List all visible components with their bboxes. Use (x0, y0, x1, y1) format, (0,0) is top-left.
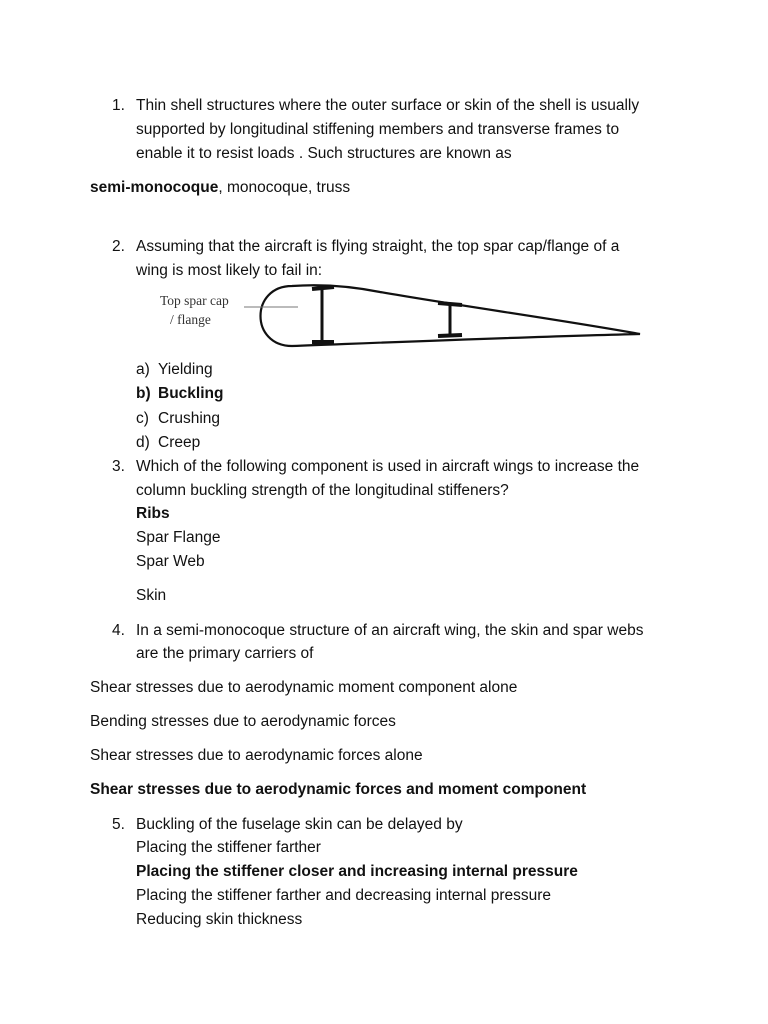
question-5-option-1: Placing the stiffener farther (136, 839, 321, 856)
question-2-option-c (136, 409, 220, 429)
question-2-option-d (136, 433, 200, 453)
question-5-option-3: Placing the stiffener farther and decreasing internal pressure (136, 887, 552, 904)
question-1-number: 1. (112, 97, 125, 114)
question-4-text-line: are the primary carriers of (136, 645, 314, 662)
question-4-option-2: Bending stresses due to aerodynamic forces (90, 713, 396, 730)
question-5-option-4: Reducing skin thickness (136, 911, 303, 928)
question-5-option-2: Placing the stiffener closer and increasing internal pressure (136, 863, 578, 880)
option-text: Yielding (158, 361, 213, 378)
question-1-text-line: Thin shell structures where the outer surface or skin of the shell is usually (136, 97, 640, 114)
option-marker: b) (136, 385, 151, 402)
diagram-label-line1: Top spar cap (160, 293, 229, 308)
question-1-correct-answer: semi-monocoque (90, 179, 219, 196)
question-1-text-line: enable it to resist loads . Such structures are known as (136, 145, 512, 162)
question-2-text-line: Assuming that the aircraft is flying straight, the top spar cap/flange of a (136, 238, 620, 255)
rear-spar (438, 303, 462, 336)
question-1-text-line: supported by longitudinal stiffening members and transverse frames to (136, 121, 620, 138)
question-4-number: 4. (112, 622, 125, 639)
question-2-option-a (136, 360, 213, 380)
front-spar (312, 287, 334, 342)
question-1-other-answers: , monocoque, truss (218, 179, 351, 196)
option-text: Creep (158, 434, 201, 451)
option-marker: a) (136, 361, 150, 378)
question-4-option-1: Shear stresses due to aerodynamic moment component alone (90, 679, 518, 696)
question-1-answer-line (90, 178, 350, 198)
question-3-option-ribs: Ribs (136, 505, 170, 522)
option-text: Buckling (158, 385, 224, 402)
question-3-number: 3. (112, 458, 125, 475)
option-text: Crushing (158, 410, 221, 427)
question-3-option-skin: Skin (136, 587, 167, 604)
option-marker: d) (136, 434, 150, 451)
question-3-option-spar-web: Spar Web (136, 553, 205, 570)
question-4-option-3: Shear stresses due to aerodynamic forces alone (90, 747, 423, 764)
diagram-label-line2: / flange (170, 312, 211, 327)
question-3-option-spar-flange: Spar Flange (136, 529, 221, 546)
question-4-option-4: Shear stresses due to aerodynamic forces and moment component (90, 781, 587, 798)
question-2-option-b (136, 384, 223, 404)
option-marker: c) (136, 410, 149, 427)
question-2-number: 2. (112, 238, 125, 255)
question-3-text-line: Which of the following component is used in aircraft wings to increase the (136, 458, 640, 475)
question-3-text-line: column buckling strength of the longitudinal stiffeners? (136, 482, 509, 499)
question-4-text-line: In a semi-monocoque structure of an aircraft wing, the skin and spar webs (136, 622, 644, 639)
airfoil-diagram (150, 278, 650, 358)
question-5-text-line: Buckling of the fuselage skin can be delayed by (136, 816, 463, 833)
question-2-text-line: wing is most likely to fail in: (136, 262, 323, 279)
question-5-number: 5. (112, 816, 125, 833)
